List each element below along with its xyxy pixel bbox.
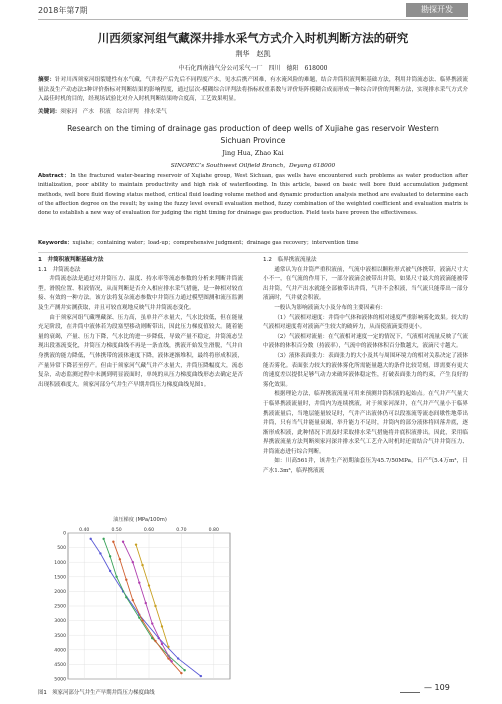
data-point — [135, 543, 137, 545]
data-point — [180, 672, 182, 674]
data-point — [125, 596, 127, 598]
data-point — [132, 561, 134, 563]
page-number-value: 109 — [434, 683, 450, 692]
issue-label: 2018年第7期 — [38, 6, 88, 15]
y-tick-label: 3000 — [54, 619, 66, 625]
y-tick-label: 4500 — [54, 663, 66, 668]
title-cn: 川西须家河组气藏深井排水采气方式介入时机判断方法的研究 — [97, 31, 409, 45]
paragraph: （2）气液相对流量：在气液相对速度一定的情况下，气液相对流量反映了气流中液体的体积百分数（持液率），气流中的液体体积百分数越大，液滴尺寸越大。 — [263, 333, 468, 350]
data-point — [109, 555, 111, 557]
heading-1-1: 1.1 井筒流态法 — [38, 266, 81, 273]
keywords-en — [38, 239, 468, 249]
y-tick-label: 3500 — [54, 633, 66, 639]
x-tick-label: 0.60 — [143, 528, 155, 533]
x-tick-label: 0.50 — [111, 528, 122, 533]
authors-cn: 荆华 赵凯 — [235, 50, 271, 58]
paragraph: （3）液体表面张力：表面张力的大小及其与周围环境力的相对关系决定了液体能否雾化。表面张力较大的液体雾化所需能量越大的条件比较苛刻，即需要有更大的速度差以提供足够气动力来破坏液体稳定性，打破表面张力的约束，产生良好的雾化效果。 — [263, 352, 468, 388]
title-en-line2: Sichuan Province — [220, 136, 286, 145]
data-point — [154, 640, 156, 642]
data-point — [109, 570, 111, 572]
pressure-gradient-chart — [38, 513, 243, 686]
figure-1 — [38, 513, 243, 686]
figure-caption — [38, 688, 243, 696]
header-rule — [38, 19, 468, 20]
section-badge: 勘探开发 — [406, 3, 468, 17]
page-number-rule — [400, 692, 420, 693]
data-point — [125, 579, 127, 581]
y-tick-label: 1500 — [54, 575, 66, 581]
abstract-cn-text: 针对川西须家河组裂缝性有水气藏，气井投产后先后不同程度产水，见水后携产困难，有水淹风险的难题，结合井筒积液判断基础方法，利用井筒流态法、临界携液流量法及生产动态法3种评价指标对判断结果的影响程度，通过层次-模糊综合评判法将指标权重系数与评价矩阵模糊合成而形成一种综合评价的判断方法，实现排水采气方式介入最佳时机的目的，经现场试验比对介入时机判断结果吻合度高，工艺效果明显。 — [38, 77, 468, 103]
affiliation-en: SINOPEC’s Southwest Oilfield Branch，Deyang 618000 — [170, 163, 336, 169]
data-point — [154, 605, 156, 607]
data-point — [167, 646, 169, 648]
data-point — [115, 576, 117, 578]
keywords-cn — [38, 108, 468, 118]
paragraph: 通常认为在井筒严重积液前，气流中液相以颗粒形式被气体携带，液滴尺寸大小不一，在气流的作用下，一部分液滴会被带出井筒，如果尺寸最大的液滴能被带出井筒，气井产出水就能全部被带出井筒，气井不会积液，当气流只能带出一部分液滴时，气井就会积液。 — [263, 266, 468, 302]
abstract-cn-label: 摘要： — [38, 77, 55, 83]
figure-caption-text: 须家河部分气井生产早期井筒压力梯度曲线 — [52, 690, 155, 696]
paragraph: （1）气液相对速度：井筒中气体和液体的相对速度严重影响雾化效果。较大的气液相对速度将对液滴产生较大的破碎力，从而使液滴变得更小。 — [263, 314, 468, 331]
paragraph: 井筒流态法是通过对井筒压力、温度、持水率等流态参数的分析来判断井筒流型。滑脱位置、积液情况，从而判断是否介入相应排水采气措施，是一种相对较直接、有效的一种方法。该方法将复杂流态参数中井筒压力通过模型图测和流压监测及生产测井实测获取，并且可较直观地反映气井井筒流态变化。 — [38, 276, 243, 311]
data-point — [151, 622, 153, 624]
keywords-en-label: Keywords： — [38, 240, 73, 246]
paragraph: 根据理论方法，临界携液流量可用来预测井筒积液的起始点。在气井产气量大于临界携液流量时，井筒内为连续携液，对于须家河深井，在气井产气量小于临界携液流量后，当地层能量较足时，气井产出液体仍可以段塞流等流态间歇性地带出井筒，只有当气井能量衰竭，举升能力不足时，井筒内的部分液体将回落井底，逐渐形成积液，此种情况下需及时采取排水采气措施将井底积液排出。因此，采用临界携液流量方法判断须家河深井排水采气工艺介入时机时还需结合气井井筒压力、井筒流态进行综合判断。 — [263, 391, 468, 455]
figure-tag: 图1 — [38, 690, 47, 696]
heading-1-2: 1.2 临界携液流量法 — [263, 257, 317, 263]
data-point — [141, 564, 143, 566]
heading-1: 1 井筒积液判断基础方法 — [38, 257, 104, 263]
x-axis-label: 油压梯度 (MPa/100m) — [113, 517, 167, 523]
data-point — [200, 675, 202, 677]
abstract-divider — [38, 252, 468, 253]
data-point — [145, 602, 147, 604]
data-point — [170, 660, 172, 662]
data-point — [177, 657, 179, 659]
authors-en: Jing Hua, Zhao Kai — [222, 149, 284, 157]
data-point — [99, 552, 101, 554]
data-point — [89, 538, 91, 540]
affiliation-cn: 中石化西南油气分公司采气一厂 四川 德阳 618000 — [178, 65, 328, 72]
y-tick-label: 2500 — [54, 604, 66, 610]
page-header — [0, 0, 502, 22]
keywords-en-text: xujiahe；containing water；load-up；comprehensive judgment；drainage gas recovery；intervention time — [72, 240, 359, 246]
data-point — [138, 616, 140, 618]
series-line-5 — [136, 545, 168, 647]
y-tick-label: 1000 — [54, 560, 66, 566]
left-column — [38, 256, 243, 390]
y-tick-label: 2000 — [54, 590, 66, 595]
abstract-cn — [38, 76, 468, 105]
y-tick-label: 0 — [63, 531, 66, 537]
x-tick-label: 0.80 — [208, 528, 219, 533]
data-point — [102, 538, 104, 540]
y-tick-label: 4000 — [54, 648, 66, 654]
y-tick-label: 5000 — [54, 677, 66, 683]
data-point — [161, 643, 163, 645]
keywords-cn-text: 须家河 产水 积液 综合评判 排水采气 — [60, 109, 167, 115]
paragraph: 如：川高561井，该井生产初期油套压为45.7/50MPa，日产气5.4万m³，日产水1.3m³，临界携液流 — [263, 458, 468, 475]
series-line-1 — [91, 539, 201, 676]
data-point — [148, 584, 150, 586]
abstract-en — [38, 172, 468, 218]
data-point — [112, 541, 114, 543]
data-point — [132, 599, 134, 601]
data-point — [138, 581, 140, 583]
abstract-en-label: Abstract： — [38, 173, 71, 179]
keywords-cn-label: 关键词： — [38, 109, 61, 115]
x-tick-label: 0.40 — [79, 528, 90, 533]
series-line-2 — [104, 539, 185, 670]
x-tick-label: 0.70 — [176, 528, 187, 533]
y-tick-label: 500 — [57, 546, 66, 552]
data-point — [122, 541, 124, 543]
paragraph: 一般认为影响液滴大小及分布的主要因素有： — [274, 304, 387, 311]
data-point — [183, 669, 185, 671]
data-point — [141, 619, 143, 621]
page-number: — 109 — [424, 683, 450, 692]
title-en-line1: Research on the timing of drainage gas production of deep wells of Xujiahe gas reservoir Western — [67, 124, 439, 133]
right-column — [263, 256, 468, 477]
paragraph: 由于须家河组气藏埋藏深、压力高，虽单井产水量大，气水比较低，但在能量充足阶段，在井筒中液体若为段塞型移动则断带出，因此压力梯度值较大。随着能量的衰竭，产量、压力下降，气水比的进一步降低，导致产量不稳定，井筒流态呈现出段塞流变化，井筒压力梯度曲线不再是一条直线，携液开始发生滑脱，气井自身携液的能力降低，气体携带的液体速度下降，液体逐渐堆积，最终将形成积液，产量异常下降甚至停产。但由于须家河气藏气井产水量大，井筒压降幅度大，流态复杂，动态监测过程中未测到明显液面时，单纯的从压力梯度曲线形态去确定是否出现积液难度大。须家河部分气井生产早期井筒压力梯度曲线见图1。 — [38, 314, 243, 388]
data-point — [119, 558, 121, 560]
abstract-en-text: In the fractured water-bearing reservoir of Xujiahe group, West Sichuan, gas wells have encountered such problems as water production after initialization, poor ability to maintain productivity and high risk of waterflooding. In this article, based on basic well bore fluid accumulation judgment methods, well bore fluid flowing status method, critical fluid loading volume method and dynamic production analysis method are evaluated to determine each of the affection degree on the result; by using the fuzzy level overall evaluation method, fuzzy combination of the weighted coefficient and evaluation matrix is done to establish a new way of evaluation for judging the right timing for drainage gas production. Field tests have proven the effectiveness. — [38, 173, 469, 217]
data-point — [161, 625, 163, 627]
